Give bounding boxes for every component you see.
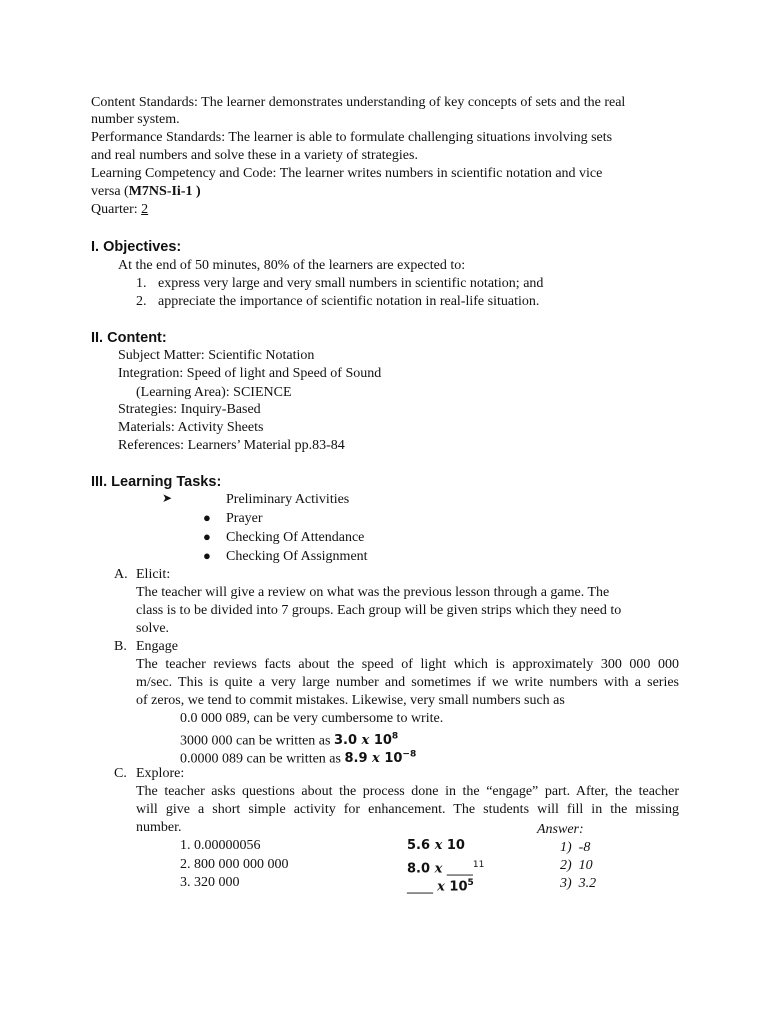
bullet-dot-icon: ●	[203, 529, 211, 544]
item-number: 1.	[180, 838, 191, 853]
answer-item-1	[560, 839, 590, 857]
quarter-label: Quarter:	[91, 202, 142, 217]
objective-item-1: express very large and very small numbers in scientific notation; and	[158, 276, 544, 291]
explore-line3: number.	[136, 820, 182, 835]
subject-matter: Subject Matter: Scientific Notation	[118, 348, 315, 363]
notation-times: x	[434, 861, 443, 877]
objective-num-1: 1.	[136, 276, 147, 291]
explore-item-1	[180, 837, 261, 855]
competency-code: M7NS-Ii-1 )	[128, 184, 201, 199]
answer-item-3	[560, 875, 596, 893]
item-value: 800 000 000 000	[194, 857, 289, 872]
notation-exponent: 5	[467, 878, 474, 888]
references: References: Learners’ Material pp.83-84	[118, 438, 345, 453]
notation-exponent: −8	[402, 750, 417, 760]
explore-label: C.	[114, 766, 127, 781]
notation-coef: 8.0	[407, 861, 435, 877]
notation-base: 10	[379, 751, 403, 767]
explore-item-1-notation	[407, 837, 465, 855]
explore-title: Explore:	[136, 766, 185, 781]
bullet-item-prayer: Prayer	[226, 511, 263, 526]
objectives-intro: At the end of 50 minutes, 80% of the learners are expected to:	[118, 258, 466, 273]
engage-example3-text: 0.0000 089 can be written as	[180, 751, 345, 767]
answer-number: 3)	[560, 876, 572, 891]
notation-blank: ____	[446, 861, 473, 877]
engage-label: B.	[114, 639, 127, 654]
engage-line2: m/sec. This is quite a very large number and sometimes if we write numbers with a series	[136, 675, 679, 690]
notation-times: x	[361, 733, 370, 749]
bullet-item-assignment: Checking Of Assignment	[226, 549, 368, 564]
engage-title: Engage	[136, 639, 178, 654]
quarter-line	[91, 201, 148, 219]
arrowhead-bullet-icon: ➤	[162, 491, 173, 505]
learning-area: (Learning Area): SCIENCE	[136, 385, 292, 400]
notation-coef: 3.0	[333, 733, 362, 749]
engage-example2-text: 3000 000 can be written as	[180, 733, 334, 749]
competency-prefix: versa (	[91, 184, 129, 199]
answer-value: 3.2	[578, 876, 597, 891]
item-number: 2.	[180, 857, 191, 872]
notation-exponent: 11	[472, 860, 485, 870]
answer-value: -8	[578, 840, 591, 855]
notation-coef: 8.9	[344, 751, 373, 767]
elicit-line2: class is to be divided into 7 groups. Each group will be given strips which they need to	[136, 603, 622, 618]
explore-line2: will give a short simple activity for enhancement. The students will fill in the missing	[136, 802, 679, 817]
elicit-title: Elicit:	[136, 567, 171, 582]
explore-item-3-notation	[407, 874, 474, 896]
content-standards-line2: number system.	[91, 112, 180, 127]
explore-line1: The teacher asks questions about the process done in the “engage” part. After, the teacher	[136, 784, 679, 799]
notation-blank: ____	[407, 879, 438, 895]
explore-item-3	[180, 874, 240, 892]
engage-example3-notation	[344, 751, 416, 766]
competency-line1: Learning Competency and Code: The learner writes numbers in scientific notation and vice	[91, 166, 603, 181]
quarter-value: 2	[141, 202, 149, 217]
performance-standards-line1: Performance Standards: The learner is able to formulate challenging situations involving sets	[91, 130, 613, 145]
bullet-dot-icon: ●	[203, 510, 211, 525]
notation-times: x	[372, 751, 380, 767]
item-number: 3.	[180, 875, 191, 890]
engage-line1: The teacher reviews facts about the speed of light which is approximately 300 000 000	[136, 657, 679, 672]
engage-example1: 0.0 000 089, can be very cumbersome to write.	[180, 711, 444, 726]
item-value: 320 000	[194, 875, 240, 890]
answer-heading: Answer:	[537, 822, 584, 837]
notation-times: x	[434, 838, 443, 853]
performance-standards-line2: and real numbers and solve these in a variety of strategies.	[91, 148, 418, 163]
answer-value: 10	[578, 858, 593, 873]
elicit-label: A.	[114, 567, 128, 582]
answer-item-2	[560, 857, 593, 875]
materials: Materials: Activity Sheets	[118, 420, 264, 435]
objectives-heading: I. Objectives:	[91, 239, 182, 255]
content-standards-line1: Content Standards: The learner demonstrates understanding of key concepts of sets and the real	[91, 95, 626, 110]
integration: Integration: Speed of light and Speed of Sound	[118, 366, 382, 381]
learning-tasks-heading: III. Learning Tasks:	[91, 474, 222, 490]
content-heading: II. Content:	[91, 330, 167, 346]
item-value: 0.00000056	[194, 838, 261, 853]
bullet-item-attendance: Checking Of Attendance	[226, 530, 365, 545]
engage-example3	[180, 746, 416, 768]
bullet-dot-icon: ●	[203, 548, 211, 563]
notation-coef: 5.6	[407, 838, 435, 853]
objective-num-2: 2.	[136, 294, 147, 309]
engage-line3: of zeros, we tend to commit mistakes. Likewise, very small numbers such as	[136, 693, 565, 708]
answer-number: 1)	[560, 840, 572, 855]
elicit-line1: The teacher will give a review on what was the previous lesson through a game. The	[136, 585, 610, 600]
notation-base: 10	[369, 733, 392, 749]
notation-base: 10	[444, 879, 468, 895]
strategies: Strategies: Inquiry-Based	[118, 402, 261, 417]
notation-times: x	[437, 879, 445, 895]
notation-exponent: 8	[391, 732, 399, 742]
elicit-line3: solve.	[136, 621, 170, 636]
preliminary-activities: Preliminary Activities	[226, 492, 350, 507]
notation-base: 10	[442, 838, 465, 853]
objective-item-2: appreciate the importance of scientific notation in real-life situation.	[158, 294, 540, 309]
explore-item-2	[180, 856, 289, 874]
competency-line2	[91, 183, 201, 201]
answer-number: 2)	[560, 858, 572, 873]
